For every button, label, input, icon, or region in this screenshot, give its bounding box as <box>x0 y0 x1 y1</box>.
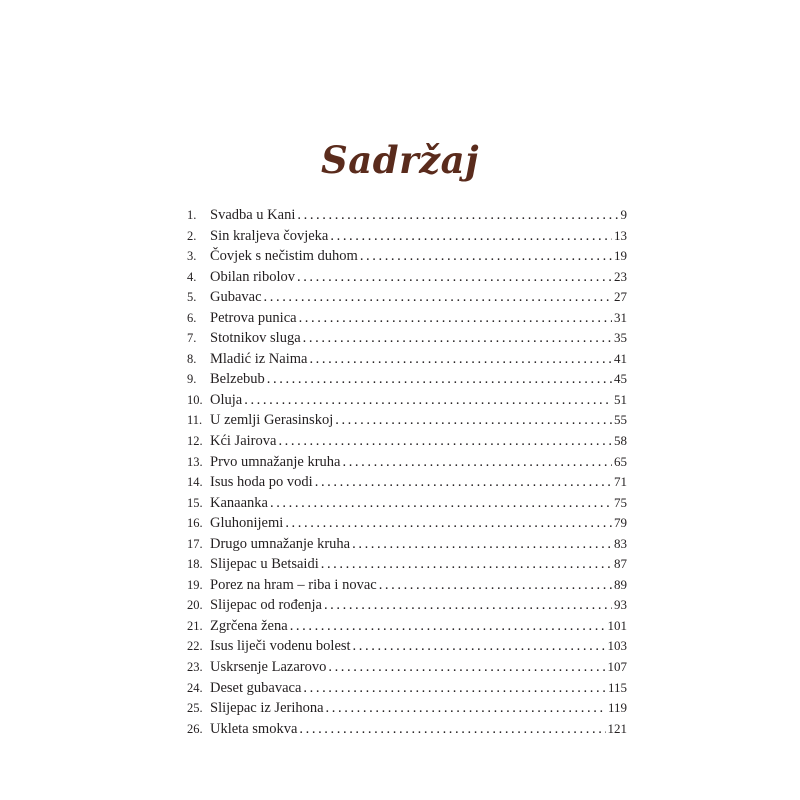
toc-entry-number: 18. <box>187 557 203 572</box>
toc-dot-leader <box>353 638 606 655</box>
toc-entry-title: Ukleta smokva <box>210 720 298 737</box>
toc-entry-title: Isus hoda po vodi <box>210 474 313 491</box>
toc-dot-leader <box>324 597 612 614</box>
toc-dot-leader <box>244 392 612 409</box>
toc-entry <box>187 330 627 351</box>
toc-entry-number: 24. <box>187 680 203 695</box>
toc-entry <box>187 659 627 680</box>
toc-entry <box>187 597 627 618</box>
toc-entry-number: 1. <box>187 208 197 222</box>
toc-entry-number: 13. <box>187 454 203 469</box>
toc-entry-number: 12. <box>187 434 203 449</box>
toc-entry-page-number: 31 <box>614 309 627 325</box>
toc-entry <box>187 680 627 701</box>
toc-entry-title: Sin kraljeva čovjeka <box>210 227 329 244</box>
toc-entry-page-number: 121 <box>607 720 627 736</box>
toc-entry-page-number: 9 <box>620 207 627 222</box>
toc-dot-leader <box>315 474 612 491</box>
toc-dot-leader <box>360 248 612 265</box>
toc-entry <box>187 207 627 228</box>
toc-entry-number: 2. <box>187 228 197 243</box>
toc-entry <box>187 392 627 413</box>
toc-entry-page-number: 107 <box>607 659 627 675</box>
toc-entry <box>187 474 627 495</box>
toc-dot-leader <box>278 433 612 450</box>
toc-dot-leader <box>342 454 612 471</box>
toc-entry-page-number: 93 <box>614 597 627 613</box>
toc-entry-page-number: 58 <box>614 433 627 449</box>
toc-entry-number: 23. <box>187 660 203 675</box>
toc-entry-title: Isus liječi vodenu bolest <box>210 638 351 655</box>
toc-entry-page-number: 45 <box>614 371 627 387</box>
table-of-contents <box>187 207 627 741</box>
toc-entry-title: Mladić iz Naima <box>210 350 308 367</box>
toc-entry-page-number: 75 <box>614 494 627 510</box>
toc-entry <box>187 618 627 639</box>
toc-entry-number: 17. <box>187 536 203 551</box>
toc-entry-title: Kći Jairova <box>210 433 277 450</box>
toc-dot-leader <box>303 680 606 697</box>
toc-entry-page-number: 115 <box>607 679 627 695</box>
toc-entry-number: 19. <box>187 577 203 592</box>
toc-dot-leader <box>267 371 612 388</box>
toc-entry <box>187 228 627 249</box>
toc-entry <box>187 454 627 475</box>
toc-dot-leader <box>379 577 612 594</box>
toc-entry-title: Slijepac od rođenja <box>210 597 322 614</box>
toc-entry-page-number: 23 <box>614 268 627 284</box>
toc-entry-page-number: 19 <box>614 248 627 264</box>
toc-entry-number: 9. <box>187 372 197 387</box>
toc-entry-title: Oluja <box>210 391 243 408</box>
toc-entry-number: 6. <box>187 310 197 325</box>
toc-entry <box>187 310 627 331</box>
toc-entry-number: 16. <box>187 516 203 531</box>
toc-entry-title: Stotnikov sluga <box>210 330 301 347</box>
toc-entry <box>187 536 627 557</box>
toc-entry-title: Drugo umnažanje kruha <box>210 535 351 552</box>
toc-entry-page-number: 35 <box>614 330 627 346</box>
toc-entry-title: Porez na hram – riba i novac <box>210 576 377 593</box>
toc-entry-title: Uskrsenje Lazarovo <box>210 659 327 676</box>
toc-dot-leader <box>264 289 612 306</box>
toc-dot-leader <box>297 207 618 224</box>
toc-entry-title: Zgrčena žena <box>210 617 288 634</box>
toc-entry-title: Svadba u Kani <box>210 207 296 223</box>
toc-entry-page-number: 55 <box>614 412 627 428</box>
toc-entry-number: 10. <box>187 392 203 407</box>
toc-entry-page-number: 103 <box>607 638 627 654</box>
toc-entry-title: Gluhonijemi <box>210 515 284 532</box>
toc-entry-title: Obilan ribolov <box>210 268 295 285</box>
toc-entry-number: 11. <box>187 413 203 428</box>
toc-entry <box>187 269 627 290</box>
toc-dot-leader <box>290 618 606 635</box>
toc-entry-page-number: 27 <box>614 289 627 305</box>
toc-entry-title: Gubavac <box>210 289 262 306</box>
toc-entry-page-number: 71 <box>614 474 627 490</box>
toc-entry-number: 21. <box>187 618 203 633</box>
toc-entry-title: Čovjek s nečistim duhom <box>210 248 358 265</box>
page-title: Sadržaj <box>321 138 479 182</box>
toc-entry <box>187 351 627 372</box>
toc-entry-title: Prvo umnažanje kruha <box>210 453 341 470</box>
toc-entry-number: 15. <box>187 495 203 510</box>
toc-entry-title: Belzebub <box>210 371 265 388</box>
toc-entry-title: Slijepac iz Jerihona <box>210 700 324 717</box>
toc-dot-leader <box>285 515 612 532</box>
toc-entry <box>187 577 627 598</box>
toc-entry-title: U zemlji Gerasinskoj <box>210 412 334 429</box>
toc-entry <box>187 289 627 310</box>
toc-dot-leader <box>303 330 612 347</box>
toc-dot-leader <box>326 700 606 717</box>
toc-entry-number: 3. <box>187 249 197 264</box>
toc-entry-title: Petrova punica <box>210 309 297 326</box>
toc-entry-page-number: 89 <box>614 576 627 592</box>
toc-entry-page-number: 79 <box>614 515 627 531</box>
toc-dot-leader <box>321 556 612 573</box>
toc-entry-number: 8. <box>187 351 197 366</box>
toc-entry-title: Deset gubavaca <box>210 679 302 696</box>
toc-entry <box>187 433 627 454</box>
toc-entry <box>187 515 627 536</box>
toc-entry <box>187 700 627 721</box>
toc-entry-page-number: 87 <box>614 556 627 572</box>
toc-entry-number: 7. <box>187 331 197 346</box>
toc-entry-page-number: 65 <box>614 453 627 469</box>
toc-entry <box>187 721 627 742</box>
toc-entry-number: 14. <box>187 475 203 490</box>
toc-entry-number: 22. <box>187 639 203 654</box>
toc-entry <box>187 495 627 516</box>
toc-entry <box>187 248 627 269</box>
toc-entry-page-number: 51 <box>614 391 627 407</box>
toc-dot-leader <box>270 495 612 512</box>
toc-entry-number: 20. <box>187 598 203 613</box>
toc-entry-title: Slijepac u Betsaidi <box>210 556 319 573</box>
toc-dot-leader <box>328 659 605 676</box>
toc-entry-number: 26. <box>187 721 203 736</box>
toc-dot-leader <box>299 310 612 327</box>
toc-dot-leader <box>330 228 612 245</box>
toc-entry-page-number: 41 <box>614 350 627 366</box>
toc-entry-page-number: 83 <box>614 535 627 551</box>
toc-dot-leader <box>309 351 612 368</box>
toc-entry <box>187 371 627 392</box>
toc-dot-leader <box>352 536 612 553</box>
toc-entry-number: 25. <box>187 701 203 716</box>
toc-entry-page-number: 119 <box>607 700 627 716</box>
toc-dot-leader <box>299 721 605 738</box>
toc-entry-title: Kanaanka <box>210 494 268 511</box>
toc-entry <box>187 556 627 577</box>
toc-entry <box>187 412 627 433</box>
toc-entry <box>187 638 627 659</box>
toc-entry-page-number: 101 <box>607 617 627 633</box>
toc-dot-leader <box>297 269 612 286</box>
toc-dot-leader <box>335 412 612 429</box>
toc-entry-page-number: 13 <box>614 227 627 243</box>
toc-entry-number: 5. <box>187 290 197 305</box>
toc-entry-number: 4. <box>187 269 197 284</box>
